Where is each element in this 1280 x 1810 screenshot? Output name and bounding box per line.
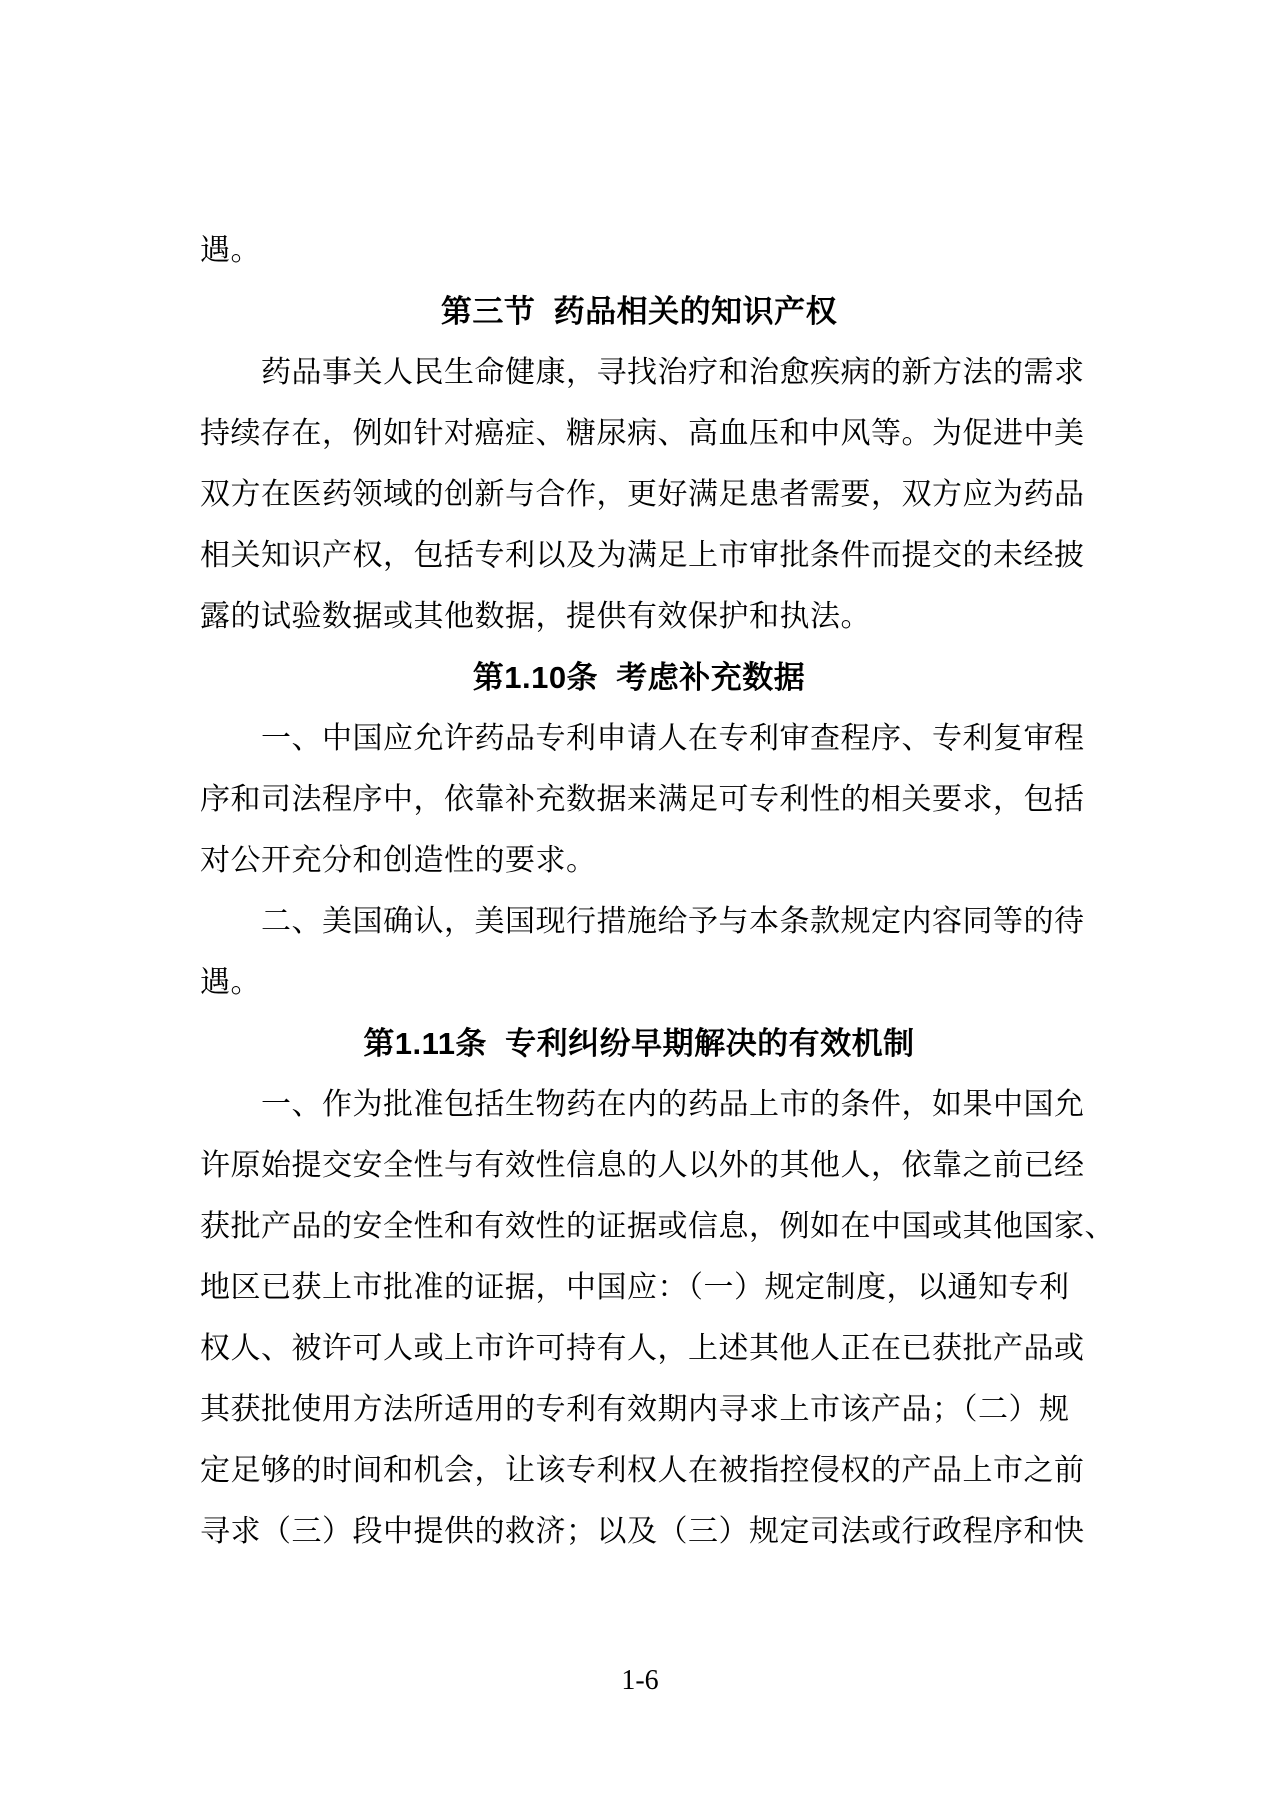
text-line: 权人、被许可人或上市许可持有人，上述其他人正在已获批产品或 — [200, 1332, 1085, 1365]
text-line: 获批产品的安全性和有效性的证据或信息，例如在中国或其他国家、 — [200, 1210, 1115, 1243]
text-line: 相关知识产权，包括专利以及为满足上市审批条件而提交的未经披 — [200, 539, 1085, 572]
text-line: 遇。 — [200, 234, 261, 267]
heading-line: 第1.10条 考虑补充数据 — [472, 660, 806, 695]
heading-line: 第三节 药品相关的知识产权 — [440, 294, 838, 329]
text-line: 定足够的时间和机会，让该专利权人在被指控侵权的产品上市之前 — [200, 1454, 1085, 1487]
text-line: 双方在医药领域的创新与合作，更好满足患者需要，双方应为药品 — [200, 478, 1085, 511]
text-line: 遇。 — [200, 966, 261, 999]
text-line: 寻求（三）段中提供的救济；以及（三）规定司法或行政程序和快 — [200, 1515, 1085, 1548]
text-line: 持续存在，例如针对癌症、糖尿病、高血压和中风等。为促进中美 — [200, 417, 1085, 450]
page-number: 1-6 — [621, 1665, 659, 1696]
text-line: 其获批使用方法所适用的专利有效期内寻求上市该产品；（二）规 — [200, 1393, 1070, 1426]
text-line: 许原始提交安全性与有效性信息的人以外的其他人，依靠之前已经 — [200, 1149, 1085, 1182]
text-line: 药品事关人民生命健康，寻找治疗和治愈疾病的新方法的需求 — [261, 356, 1085, 389]
text-block — [200, 220, 1115, 1562]
text-line: 对公开充分和创造性的要求。 — [200, 844, 597, 877]
heading-line: 第1.11条 专利纠纷早期解决的有效机制 — [363, 1026, 915, 1061]
text-line: 序和司法程序中，依靠补充数据来满足可专利性的相关要求，包括 — [200, 783, 1085, 816]
text-line: 地区已获上市批准的证据，中国应：（一）规定制度，以通知专利 — [200, 1271, 1070, 1304]
text-line: 一、中国应允许药品专利申请人在专利审查程序、专利复审程 — [261, 722, 1085, 755]
text-line: 二、美国确认，美国现行措施给予与本条款规定内容同等的待 — [261, 905, 1085, 938]
text-line: 露的试验数据或其他数据，提供有效保护和执法。 — [200, 600, 871, 633]
text-line: 一、作为批准包括生物药在内的药品上市的条件，如果中国允 — [261, 1088, 1085, 1121]
